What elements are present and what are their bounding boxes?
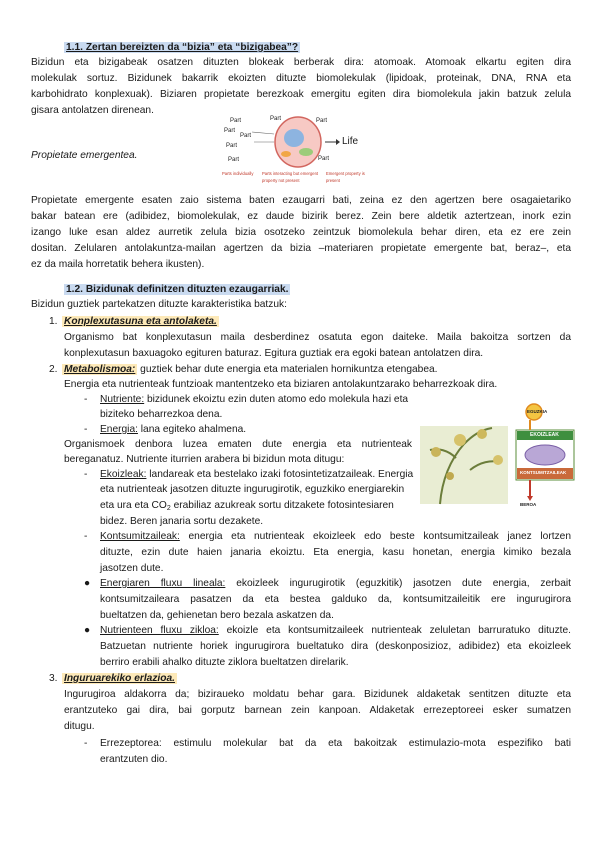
item-title-metabolism: Metabolismoa: guztiek behar dute energia eta materialen hornikuntza etengabea. xyxy=(64,364,438,375)
part-label: Part xyxy=(226,143,238,149)
energy-flow-diagram-icon xyxy=(420,400,576,510)
paragraph-line: dositan. Zelularen antolakuntza-mailan agertzen da bizia –materiaren propietate emergente bat, beraz–, eta xyxy=(31,243,571,254)
paragraph-line: izango luke esan aldez aurretik zelula bizia osotzeko zeintzuk biomolekula behar diren, eta ez ere zein xyxy=(31,227,571,238)
dash-bullet: - xyxy=(84,531,88,542)
dash-bullet: - xyxy=(84,394,88,405)
part-label: Part xyxy=(240,133,252,139)
dash-bullet: - xyxy=(84,424,88,435)
paragraph-line: Propietate emergente esaten zaio sistema baten ezaugarri bati, zeina ez den agertzen bere osagaietariko xyxy=(31,195,571,206)
bullet-dot: ● xyxy=(84,625,91,636)
producers-figure-label: EKOIZLEAK xyxy=(530,432,559,438)
paragraph-line: biziteko beharrezkoa dena. xyxy=(100,409,223,420)
figure-caption: Parts individually xyxy=(222,171,254,176)
paragraph-line: bereganatuz. Nutriente iturrien arabera bi bizidun mota ditugu: xyxy=(64,454,345,465)
energy-flow-figure xyxy=(420,400,576,510)
paragraph-line: ditugu. xyxy=(64,721,95,732)
part-label: Part xyxy=(316,118,328,124)
definition-receptor: Errezeptorea: estimulu molekular bat da eta bakoitzak estimulazio-mota espezifiko bati xyxy=(100,738,571,749)
paragraph-line: Organismoek denbora luzea ematen dute energia eta nutrienteak xyxy=(64,439,412,450)
definition-producers: Ekoizleak: landareak eta bestelako izaki fotosintetizatzaileak. Energia xyxy=(100,469,414,480)
list-number: 3. xyxy=(49,673,58,684)
item-title-complexity: Konplexutasuna eta antolaketa. xyxy=(64,316,217,327)
list-number: 1. xyxy=(49,316,58,327)
figure-caption: Parts interacting but emergent property not present xyxy=(262,171,319,183)
section-intro: Bizidun guztiek partekatzen dituzte karakteristika batzuk: xyxy=(31,299,287,310)
paragraph-line: eta nutrienteak jasotzen dituzte ingurugirotik, eguzkiko energiarekin xyxy=(100,484,405,495)
part-label: Part xyxy=(224,128,236,134)
bullet-dot: ● xyxy=(84,578,91,589)
paragraph-line: molekulak sortuz. Bizidunek bakarrik ekoizten dituzte biomolekulak (lipidoak, proteinak, DNA, RNA eta xyxy=(31,73,571,84)
definition-linear-flow: Energiaren fluxu lineala: ekoizleek ingurugirotik (eguzkitik) jasotzen dute energia, zerbait xyxy=(100,578,571,589)
paragraph-line: Bizidun eta bizigabeak osatzen dituzten blokeak berberak dira: atomoak. Atomoak elkartu egiten dira xyxy=(31,57,571,68)
figure-caption: Emergent property is present xyxy=(326,171,365,183)
part-label: Part xyxy=(318,156,330,162)
part-label: Part xyxy=(230,118,242,124)
item-title-environment: Inguruarekiko erlazioa. xyxy=(64,673,175,684)
dash-bullet: - xyxy=(84,738,88,749)
consumers-figure-label: KONTSUMITZAILEAK xyxy=(520,470,567,475)
paragraph-line: erantzuten dio. xyxy=(100,754,168,765)
emergent-property-figure xyxy=(222,112,380,188)
paragraph-line: dituzte, ezin dute haien janaria ekoiztu. Eta energia, kasu honetan, energia kimiko bezala xyxy=(100,547,571,558)
paragraph-line: karbohidrato konplexuak). Biziaren propietate berezkoak emergitu egiten dira biomolekula jakin batzuk zelula xyxy=(31,89,571,100)
paragraph-line: bakar batean ere (adibidez, biomolekulak, ez daude bizirik berez. Zein bere aldetik aztertzean, inork ezin xyxy=(31,211,571,222)
definition-consumers: Kontsumitzaileak: energia eta nutrienteak ekoizleek edo beste kontsumitzaileak janez lortzen xyxy=(100,531,571,542)
paragraph-line: jasotzen dute. xyxy=(100,563,164,574)
paragraph-line: eta ura eta $CO_2$ erabiliaz azukreak sortu ditzakete fotosintesiaren xyxy=(100,500,394,512)
paragraph-line: kontsumitzaileara pasatzen da eta bestea galduko da, kontsumitzaileitik ere ingurugirora xyxy=(100,594,571,605)
section-title-1-2: 1.2. Bizidunak definitzen dituzten ezaugarriak. xyxy=(66,284,289,295)
paragraph-line: berriro erabili ahalko dituzte ziklora bueltatzen direlarik. xyxy=(100,657,349,668)
section-title-1-1: 1.1. Zertan bereizten da “bizia” eta “bizigabea”? xyxy=(66,42,299,53)
paragraph-line: Batzuetan nutriente horiek ingurugirora bueltatuko dira (deskonposizioz, adibidez) eta ekoizleek xyxy=(100,641,571,652)
part-label: Part xyxy=(270,116,282,122)
paragraph-line: gisara antolatzen direnean. xyxy=(31,105,154,116)
paragraph-line: bueltatzen da, gehienetan bero bezala askatzen da. xyxy=(100,610,334,621)
paragraph-line: Organismo bat konplexutasun maila desberdinez osatuta egon daiteke. Maila bakoitza sortzen da xyxy=(64,332,571,343)
dash-bullet: - xyxy=(84,469,88,480)
paragraph-line: ez da maila horretatik behera ikusten). xyxy=(31,259,205,270)
paragraph-line: bidez. Beren janaria sortu dezakete. xyxy=(100,516,264,527)
part-label: Part xyxy=(228,157,240,163)
paragraph-line: konplexutasun baxuagoko egituren baturaz. Egitura guztiak era egoki batean antolatzen dira. xyxy=(64,348,484,359)
definition-nutrient: Nutriente: bizidunek ekoiztu ezin duten atomo edo molekula hazi eta xyxy=(100,394,409,405)
definition-nutrient-cycle: Nutrienteen fluxu zikloa: ekoizle eta kontsumitzaileek nutrienteak zeluletan barruratuko dituzte. xyxy=(100,625,571,636)
paragraph-line: Energia eta nutrienteak funtzioak mantentzeko eta biziaren antolakuntzarako beharrezkoak dira. xyxy=(64,379,498,390)
paragraph-line: Ingurugiroa aldakorra da; biziraueko moldatu behar gara. Bizidunek aldaketak sentitzen dituzte eta xyxy=(64,689,571,700)
paragraph-line: erantzuteko gai dira, bai gorputz barnean zein kanpoan. Aldaketak errezeptoreei esker sumatzen xyxy=(64,705,571,716)
list-number: 2. xyxy=(49,364,58,375)
emergent-property-label: Propietate emergentea. xyxy=(31,150,138,161)
definition-energy: Energia: lana egiteko ahalmena. xyxy=(100,424,247,435)
life-label: Life xyxy=(342,136,359,147)
sun-label: EGUZKIA xyxy=(527,409,548,414)
heat-label: BEROA xyxy=(520,502,537,507)
